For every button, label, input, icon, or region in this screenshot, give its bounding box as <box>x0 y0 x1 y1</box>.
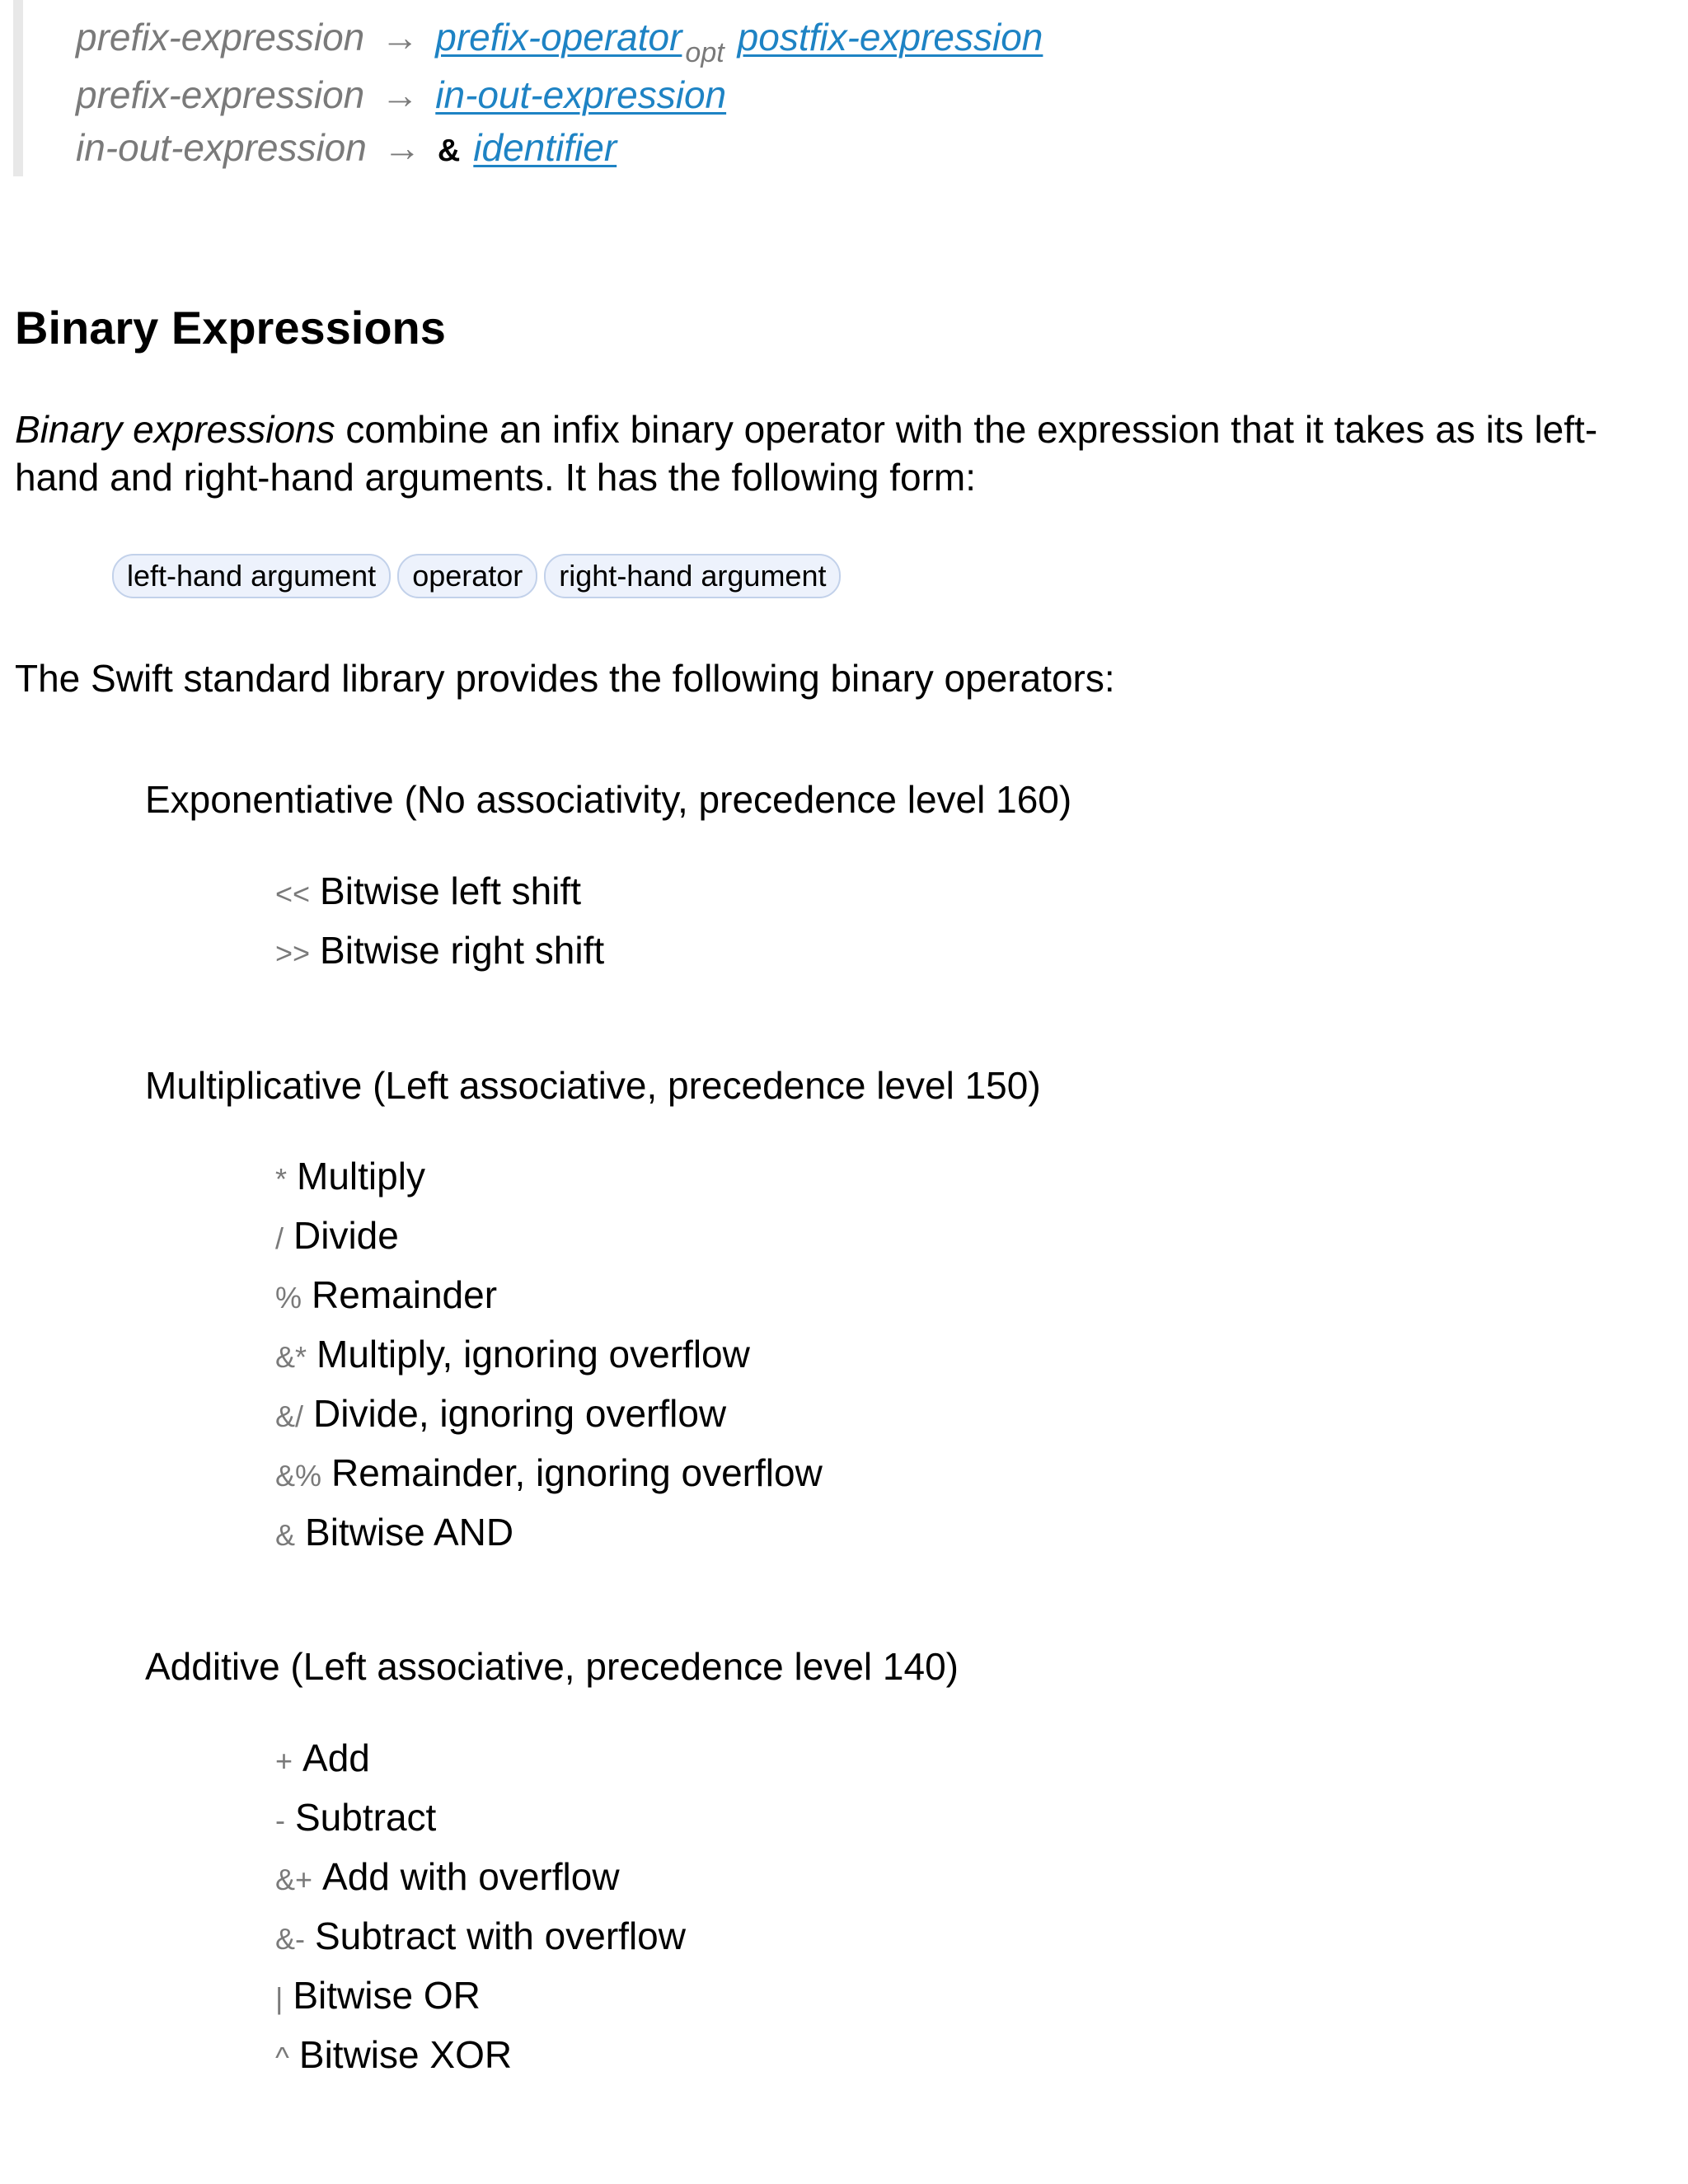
operators-intro: The Swift standard library provides the following binary operators: <box>15 657 1115 700</box>
grammar-rule-identifier <box>76 126 617 169</box>
operator-description: Bitwise left shift <box>320 869 582 912</box>
operator-symbol: &+ <box>275 1863 313 1896</box>
operator-symbol: ^ <box>275 2041 289 2074</box>
arrow-icon: → <box>381 16 420 59</box>
pill-right-hand-argument: right-hand argument <box>544 554 841 598</box>
operator-item <box>275 869 582 912</box>
grammar-rule-in-out <box>76 73 727 116</box>
group-title-additive: Additive (Left associative, precedence level 140) <box>145 1645 959 1688</box>
operator-symbol: % <box>275 1281 302 1315</box>
group-title-multiplicative: Multiplicative (Left associative, precedence level 150) <box>145 1064 1041 1107</box>
operator-description: Bitwise XOR <box>298 2033 513 2076</box>
arrow-icon: → <box>381 73 420 116</box>
operator-description: Remainder, ignoring overflow <box>331 1451 823 1494</box>
operator-symbol: &- <box>275 1922 305 1956</box>
operator-item <box>275 1214 399 1257</box>
operator-symbol: - <box>275 1803 285 1837</box>
link-identifier[interactable]: identifier <box>473 126 617 169</box>
operator-description: Remainder <box>312 1273 498 1316</box>
operator-description: Add with overflow <box>322 1855 620 1898</box>
operator-description: Bitwise right shift <box>320 929 605 972</box>
pill-left-hand-argument: left-hand argument <box>112 554 391 598</box>
pill-operator: operator <box>397 554 537 598</box>
operator-item <box>275 1917 686 1955</box>
link-in-out-expression[interactable]: in-out-expression <box>435 73 727 116</box>
operator-item <box>275 1273 498 1316</box>
operator-item <box>275 1157 425 1195</box>
grammar-block <box>13 0 1095 176</box>
operator-description: Multiply <box>297 1155 425 1197</box>
operator-symbol: & <box>275 1518 296 1552</box>
operator-description: Divide <box>293 1214 399 1257</box>
operator-item <box>275 1333 750 1376</box>
operator-description: Bitwise AND <box>305 1511 514 1554</box>
grammar-lhs: in-out-expression <box>76 126 367 169</box>
operator-description: Multiply, ignoring overflow <box>316 1333 750 1376</box>
operator-item <box>275 1796 437 1839</box>
operator-item <box>275 1511 514 1554</box>
operator-symbol: &% <box>275 1459 322 1493</box>
operator-symbol: &/ <box>275 1399 304 1433</box>
link-prefix-operator[interactable]: prefix-operator <box>435 16 682 59</box>
operator-description: Subtract with overflow <box>315 1915 686 1957</box>
grammar-lhs: prefix-expression <box>76 73 365 116</box>
operator-symbol: &* <box>275 1340 307 1374</box>
operator-description: Subtract <box>295 1796 437 1839</box>
ampersand-token: & <box>437 134 461 168</box>
operator-description: Bitwise OR <box>293 1974 481 2017</box>
term-emphasis: Binary expressions <box>15 408 335 451</box>
operator-symbol: * <box>275 1162 288 1196</box>
operator-item <box>275 2033 513 2076</box>
paragraph-text: combine an infix binary operator with the expression that it takes as its left-hand and right-hand arguments. It has the following form: <box>15 408 1598 499</box>
operator-item <box>275 1451 823 1494</box>
operator-symbol: / <box>275 1221 284 1255</box>
operator-item <box>275 929 605 972</box>
operator-symbol: | <box>275 1981 284 2015</box>
operator-description: Divide, ignoring overflow <box>313 1392 727 1435</box>
operator-item <box>275 1855 620 1898</box>
group-title-exponentiative: Exponentiative (No associativity, precedence level 160) <box>145 778 1072 821</box>
operator-item <box>275 1392 727 1435</box>
operator-item <box>275 1736 370 1779</box>
syntax-form <box>112 554 847 598</box>
link-postfix-expression[interactable]: postfix-expression <box>737 16 1043 59</box>
grammar-rule-prefix-operator <box>76 16 1043 68</box>
section-paragraph <box>15 405 1672 501</box>
optional-subscript: opt <box>685 37 724 68</box>
operator-description: Add <box>302 1736 370 1779</box>
section-title: Binary Expressions <box>15 302 446 354</box>
grammar-lhs: prefix-expression <box>76 16 365 59</box>
operator-symbol: << <box>275 877 311 911</box>
operator-symbol: + <box>275 1744 293 1778</box>
operator-item <box>275 1974 481 2017</box>
operator-symbol: >> <box>275 936 311 970</box>
arrow-icon: → <box>382 126 421 169</box>
